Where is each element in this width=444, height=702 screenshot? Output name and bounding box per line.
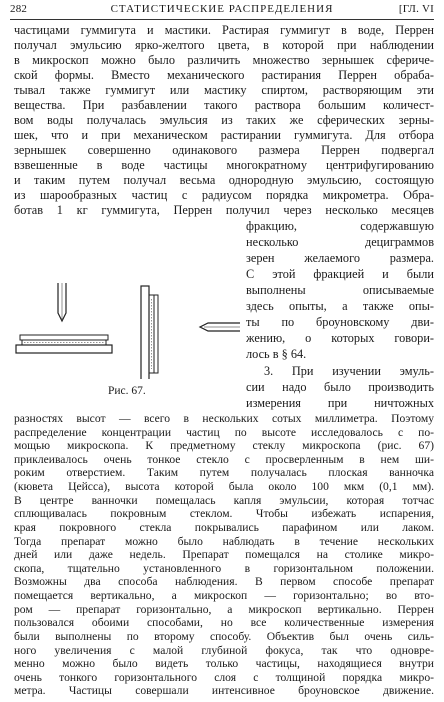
text-line: несколько дециграммов [246, 235, 434, 249]
text-line: были выполнены по второму способу. Объектив был очень силь- [14, 629, 434, 643]
text-line: ской формы. Вместо механического растирания Перрен обраба- [14, 68, 434, 82]
text-line: частицами гуммигута и мастики. Растирая гуммигут в воде, Перрен [14, 23, 434, 37]
text-line: ного увеличения с малой глубиной фокуса, так что одновре- [14, 643, 434, 657]
text-line: фракцию, содержавшую [246, 219, 434, 233]
text-line: помещается вертикально, а микроскоп — горизонтально; во вто- [14, 589, 434, 603]
page-header [10, 3, 434, 19]
text-line: менно можно было видеть только частицы, находящиеся внутри [14, 657, 434, 671]
text-line: пользовался обоими способами, но все количественные измерения [14, 616, 434, 630]
text-line: измерения при ничтожных [246, 396, 434, 410]
text-line: разностях высот — всего в нескольких сотых миллиметра. Поэтому [14, 412, 434, 425]
text-line: метра. Частицы совершали интенсивное броуновское движение. [14, 684, 434, 698]
microscope-objective-horizontal [200, 323, 240, 331]
text-line: края покровного стекла покрывались парафином или лаком. [14, 520, 434, 534]
running-title: СТАТИСТИЧЕСКИЕ РАСПРЕДЕЛЕНИЯ [110, 3, 334, 15]
text-line: сии надо было производить [246, 380, 434, 394]
text-line: взвешенные в воде частицы многократному центрифугированию [14, 158, 434, 172]
text-line: В центре ванночки помещалась капля эмульсии, которая тотчас [14, 493, 434, 507]
text-line: 3. При изучении эмуль- [264, 364, 434, 378]
text-line: и таким путем получал весьма однородную эмульсию, состоящую [14, 173, 434, 187]
text-line: скопа, тщательно установленного в горизонтальном положении. [14, 561, 434, 575]
figure-67 [14, 283, 242, 379]
page-number: 282 [10, 3, 28, 15]
text-line: распределение концентрации частиц по высоте исследовалось с по- [14, 425, 434, 439]
text-line: дней или даже недель. Препарат помещался на столике микро- [14, 548, 434, 562]
text-line: ром — препарат горизонтально, а микроскоп вертикально. Перрен [14, 602, 434, 616]
text-line: ботав 1 кг гуммигута, Перрен получил через несколько месяцев [14, 203, 434, 217]
text-line: из шарообразных частиц с радиусом порядка микрометра. Обра- [14, 188, 434, 202]
text-line: шек, что и при механическом растирании гуммигута. Для отбора [14, 128, 434, 142]
text-line: очень тонкого горизонтального слоя с толщиной порядка микро- [14, 670, 434, 684]
chapter-label: [ГЛ. VI [398, 3, 434, 15]
text-line: зерен желаемого размера. [246, 251, 434, 265]
text-line: ты по броуновскому дви- [246, 315, 434, 329]
text-line: (кювета Цейсса), высота которой была около 100 мкм (0,1 мм). [14, 480, 434, 494]
text-line: лось в § 64. [246, 347, 307, 361]
horizontal-cuvette [16, 335, 112, 353]
text-line: здесь опыты, а также опы- [246, 299, 434, 313]
text-line: С этой фракцией и были [246, 267, 434, 281]
text-line: приклеивалось очень тонкое стекло с просверленным в нем ши- [14, 452, 434, 466]
text-line: сплющивалась покровным стеклом. Чтобы избежать испарения, [14, 507, 434, 521]
text-line: выполнены описываемые [246, 283, 434, 297]
text-line: вещества. При разбавлении такого раствора большим количест- [14, 98, 434, 112]
text-line: роким отверстием. Таким путем получалась плоская ванночка [14, 466, 434, 480]
text-line: тывал также гуммигут или мастику спиртом, растворяющим эти [14, 83, 434, 97]
figure-caption: Рис. 67. [108, 385, 146, 397]
text-line: жению, о которых говори- [246, 331, 434, 345]
text-line: вом воды получалась эмульсия из таких же сферических зерны- [14, 113, 434, 127]
text-line: Возможны два способа наблюдения. В первом способе препарат [14, 575, 434, 589]
text-line: в микроскоп можно было различить множество зернышек сфериче- [14, 53, 434, 67]
microscope-objective-vertical [58, 283, 66, 321]
text-line: зернышек совершенно одинакового размера Перрен подвергал [14, 143, 434, 157]
text-line: получал эмульсию ярко-желтого цвета, в которой при наблюдении [14, 38, 434, 52]
vertical-cuvette [141, 286, 158, 379]
header-rule [10, 19, 434, 20]
text-line: Тогда препарат можно было наблюдать в течение нескольких [14, 534, 434, 548]
text-line: мощью микроскопа. К предметному стеклу микроскопа (рис. 67) [14, 439, 434, 453]
